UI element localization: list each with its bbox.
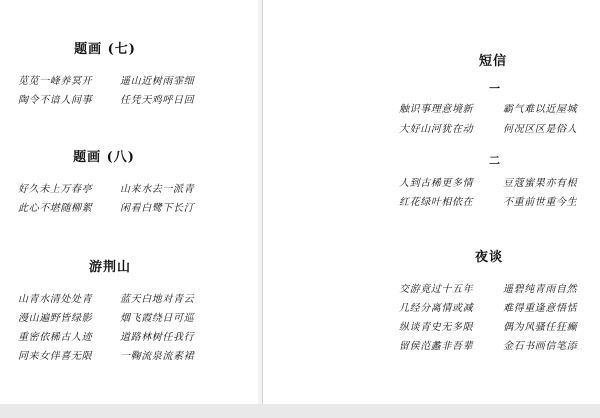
poem-line: 苋苋一峰养冥开 xyxy=(18,76,93,87)
poem-line: 任凭天鸡呼日回 xyxy=(120,95,195,106)
poem-title: 题画 (八) xyxy=(73,150,135,165)
poem-line: 交游竟过十五年 xyxy=(399,284,474,295)
poem-line: 道路林树任我行 xyxy=(120,332,195,343)
poem-line: 金石书画信笔添 xyxy=(503,341,578,352)
section-number: 一 xyxy=(489,82,500,95)
poem-line: 同来女伴喜无限 xyxy=(18,351,93,362)
poem-line: 何况区区是俗人 xyxy=(503,124,578,135)
poem-line: 人到古稀更多情 xyxy=(399,178,474,189)
poem-line: 几经分离情或减 xyxy=(399,303,474,314)
poem-line: 重密依稀古人迹 xyxy=(18,332,93,343)
poem-line: 闲看白鹭下长汀 xyxy=(120,203,195,214)
right-page xyxy=(262,0,600,404)
poem-line: 漫山遍野皆绿影 xyxy=(18,313,93,324)
poem-line: 山来水去一派青 xyxy=(120,184,195,195)
poem-line: 一鞠流泉流素裙 xyxy=(120,351,195,362)
poem-line: 陶令不谙人间事 xyxy=(18,95,93,106)
poem-line: 霸气难以近屋城 xyxy=(503,104,578,115)
poem-title: 游荆山 xyxy=(88,260,131,275)
poem-line: 偶为风骚任狂癫 xyxy=(503,322,578,333)
section-number: 二 xyxy=(489,154,500,167)
poem-line: 蓝天白地对青云 xyxy=(120,294,195,305)
poem-line: 触识事理意境新 xyxy=(399,104,474,115)
poem-title: 短信 xyxy=(478,54,507,69)
poem-line: 留侯范蠡非吾辈 xyxy=(399,341,474,352)
poem-line: 大好山河犹在动 xyxy=(399,124,474,135)
poem-line: 好久未上万春亭 xyxy=(18,184,93,195)
poem-line: 纵谈青史无多限 xyxy=(399,322,474,333)
poem-line: 烟飞霞绕日可巡 xyxy=(120,313,195,324)
poem-line: 此心不堪随柳絮 xyxy=(18,203,93,214)
poem-line: 遥碧纯青雨自然 xyxy=(503,284,578,295)
poem-line: 不重前世重今生 xyxy=(503,197,578,208)
poem-line: 山青水清处处青 xyxy=(18,294,93,305)
poem-line: 红花绿叶相依在 xyxy=(399,197,474,208)
poem-title: 夜谈 xyxy=(474,250,503,265)
left-page xyxy=(0,0,259,404)
poem-line: 遥山近树雨霏细 xyxy=(120,76,195,87)
poem-line: 豆蔻蜜果亦有根 xyxy=(503,178,578,189)
poem-line: 难得重逢意悟恬 xyxy=(503,303,578,314)
poem-title: 题画 (七) xyxy=(74,42,136,57)
